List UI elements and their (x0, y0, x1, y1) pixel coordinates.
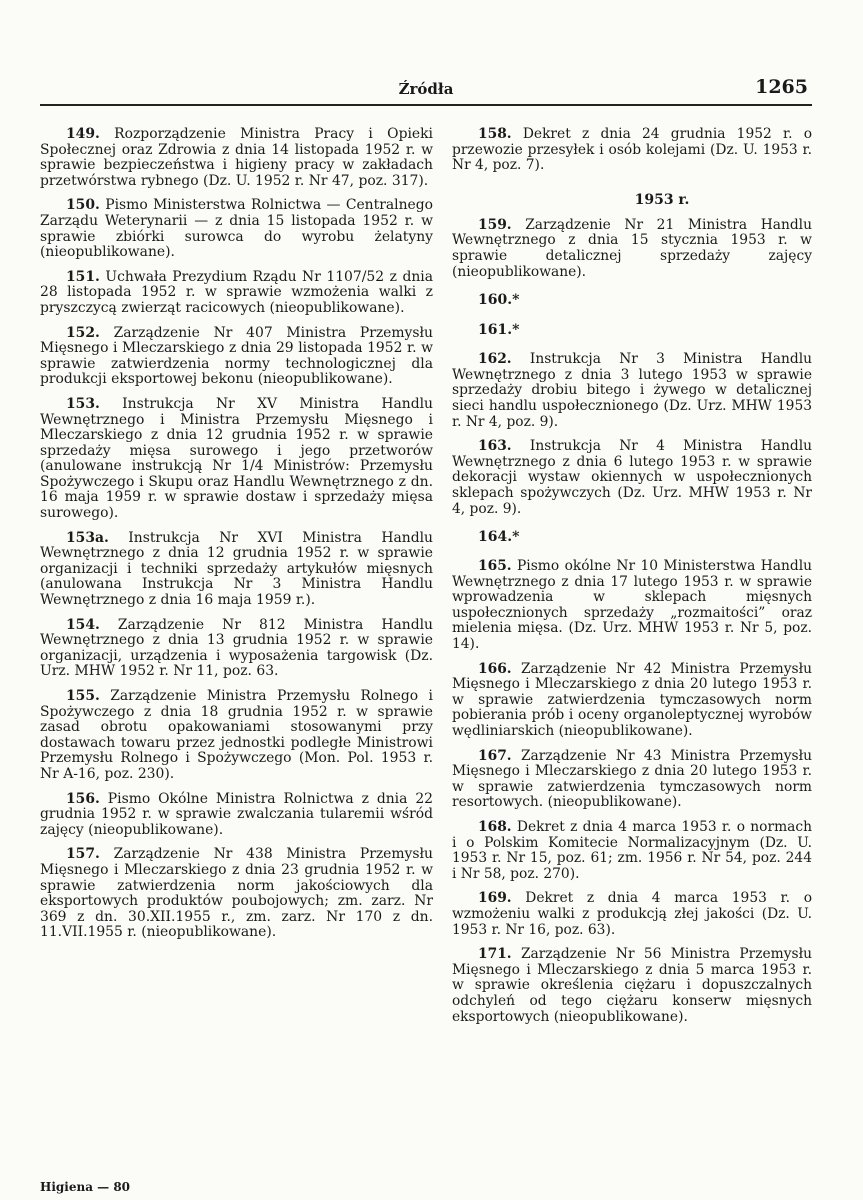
page-number: 1265 (755, 76, 808, 98)
entry-number: 150. (66, 197, 100, 214)
entry-149 (40, 127, 433, 189)
entry-text: Zarządzenie Nr 407 Ministra Przemysłu Mięsnego i Mleczarskiego z dnia 29 listopada 1952 r. w sprawie zatwierdzenia normy technologicznej dla produkcji eksportowej bekonu (nieopublikowane). (40, 324, 433, 388)
entry-156 (40, 792, 433, 839)
entry-text: Rozporządzenie Ministra Pracy i Opieki Społecznej oraz Zdrowia z dnia 14 listopada 1952 r. w sprawie bezpieczeństwa i higieny pracy w zakładach przetwórstwa rybnego (Dz. U. 1952 r. Nr 47, poz. 317). (40, 126, 433, 189)
entry-text: Zarządzenie Nr 438 Ministra Przemysłu Mięsnego i Mleczarskiego z dnia 23 grudnia 1952 r. w sprawie zatwierdzenia norm jakościowych dla eksportowych produktów poubojowych; zm. zarz. Nr 369 z dn. 30.XII.1955 r., zm. zarz. Nr 170 z dn. 11.VII.1955 r. (nieopublikowane). (40, 846, 433, 941)
entry-163 (452, 439, 812, 517)
entry-171 (452, 947, 812, 1025)
entry-text: Zarządzenie Nr 56 Ministra Przemysłu Mięsnego i Mleczarskiego z dnia 5 marca 1953 r. w sprawie określenia ciężaru i dopuszczalnych odchyleń od tego ciężaru konserw mięsnych eksportowych (nieopublikowane). (452, 946, 812, 1025)
entry-text: Zarządzenie Nr 21 Ministra Handlu Wewnętrznego z dnia 15 stycznia 1953 r. w sprawie detalicznej sprzedaży zajęcy (nieopublikowane). (452, 216, 812, 280)
entry-157 (40, 847, 433, 941)
entry-text: Zarządzenie Nr 812 Ministra Handlu Wewnętrznego z dnia 13 grudnia 1952 r. w sprawie organizacji, urządzenia i wyposażenia targowisk (Dz. Urz. MHW 1952 r. Nr 11, poz. 63. (40, 616, 433, 680)
entry-number: 151. (66, 268, 100, 285)
entry-number: 169. (478, 890, 512, 907)
entry-number: 153. (66, 395, 100, 412)
entry-text: Zarządzenie Ministra Przemysłu Rolnego i Spożywczego z dnia 18 grudnia 1952 r. w sprawie zasad obrotu opakowaniami stosowanymi przy dostawach towaru przez jednostki podległe Ministrowi Przemysłu Rolnego i Spożywczego (Mon. Pol. 1953 r. Nr A-16, poz. 230). (40, 688, 433, 782)
entry-text: Instrukcja Nr XV Ministra Handlu Wewnętrznego i Ministra Przemysłu Mięsnego i Mleczarskiego z dnia 12 grudnia 1952 r. w sprawie sprzedaży mięsa surowego i jego przetworów (anulowane instrukcją Nr 1/4 Ministrów: Przemysłu Spożywczego i Skupu oraz Handlu Wewnętrznego z dn. 16 maja 1959 r. w sprawie dostaw i sprzedaży mięsa surowego). (40, 395, 433, 522)
entry-number: 156. (66, 790, 100, 807)
entry-number: 154. (66, 616, 100, 633)
entry-number: 155. (66, 688, 100, 704)
entry-153 (40, 397, 433, 522)
entry-text: Instrukcja Nr 4 Ministra Handlu Wewnętrznego z dnia 6 lutego 1953 r. w sprawie dekoracji wystaw okiennych w uspołecznionych sklepach spożywczych (Dz. Urz. MHW 1953 r. Nr 4, poz. 9). (452, 438, 813, 517)
entry-number: 162. (478, 351, 512, 368)
entry-text: Pismo Okólne Ministra Rolnictwa z dnia 22 grudnia 1952 r. w sprawie zwalczania tularemii wśród zajęcy (nieopublikowane). (40, 790, 433, 838)
entry-number: 166. (478, 660, 512, 677)
year-heading: 1953 r. (634, 191, 690, 208)
entry-165 (452, 559, 812, 653)
entry-164-stub: 164.* (478, 529, 520, 546)
entry-number: 167. (478, 747, 512, 764)
page-footer: Higiena — 80 (40, 1180, 131, 1194)
entry-167 (452, 749, 812, 811)
entry-number: 149. (66, 126, 100, 142)
page-header (40, 78, 812, 106)
entry-number: 152. (66, 324, 100, 341)
entry-text: Pismo Ministerstwa Rolnictwa — Centralnego Zarządu Weterynarii — z dnia 15 listopada 1952 r. w sprawie zbiórki surowca do wyrobu żelatyny (nieopublikowane). (40, 197, 433, 261)
entry-text: Uchwała Prezydium Rządu Nr 1107/52 z dnia 28 listopada 1952 r. w sprawie wzmożenia walki z pryszczycą zwierząt racicowych (nieopublikowane). (40, 268, 434, 316)
entry-161-stub: 161.* (478, 322, 520, 339)
entry-168 (452, 820, 812, 882)
entry-152 (40, 326, 433, 388)
entry-158 (452, 127, 812, 174)
entry-number: 165. (478, 558, 512, 575)
left-column (40, 127, 433, 950)
right-column (452, 127, 812, 1034)
entry-159 (452, 218, 812, 280)
running-title: Źródła (398, 80, 454, 98)
entry-154 (40, 618, 433, 680)
entry-number: 159. (478, 216, 512, 233)
entry-number: 153a. (66, 529, 109, 546)
entry-text: Instrukcja Nr XVI Ministra Handlu Wewnętrznego z dnia 12 grudnia 1952 r. w sprawie organizacji i techniki sprzedaży artykułów mięsnych (anulowana Instrukcja Nr 3 Ministra Handlu Wewnętrznego z dnia 16 maja 1959 r.). (40, 529, 434, 609)
entry-text: Instrukcja Nr 3 Ministra Handlu Wewnętrznego z dnia 3 lutego 1953 w sprawie sprzedaży drobiu bitego i żywego w detalicznej sieci handlu uspołecznionego (Dz. Urz. MHW 1953 r. Nr 4, poz. 9). (452, 351, 813, 430)
entry-150 (40, 198, 433, 260)
entry-169 (452, 891, 812, 938)
entry-text: Zarządzenie Nr 42 Ministra Przemysłu Mięsnego i Mleczarskiego z dnia 20 lutego 1953 r. w sprawie zatwierdzenia tymczasowych norm pobierania prób i oceny organoleptycznej wyrobów wędliniarskich (nieopublikowane). (452, 660, 812, 740)
entry-number: 168. (478, 819, 512, 835)
entry-155 (40, 689, 433, 783)
entry-text: Dekret z dnia 4 marca 1953 r. o normach i o Polskim Komitecie Normalizacyjnym (Dz. U. 1953 r. Nr 15, poz. 61; zm. 1956 r. Nr 54, poz. 244 i Nr 58, poz. 270). (452, 819, 812, 882)
entry-text: Dekret z dnia 4 marca 1953 r. o wzmożeniu walki z produkcją złej jakości (Dz. U. 1953 r. Nr 16, poz. 63). (452, 890, 812, 938)
entry-162 (452, 352, 812, 430)
entry-number: 157. (66, 846, 100, 863)
entry-number: 163. (478, 438, 512, 455)
entry-text: Pismo okólne Nr 10 Ministerstwa Handlu Wewnętrznego z dnia 17 lutego 1953 r. w sprawie wprowadzenia w sklepach mięsnych uspołecznionych sprzedaży „rozmaitości” oraz mielenia mięsa. (Dz. Urz. MHW 1953 r. Nr 5, poz. 14). (452, 558, 812, 653)
entry-text: Zarządzenie Nr 43 Ministra Przemysłu Mięsnego i Mleczarskiego z dnia 20 lutego 1953 r. w sprawie zatwierdzenia tymczasowych norm resortowych. (nieopublikowane). (452, 747, 812, 811)
entry-text: Dekret z dnia 24 grudnia 1952 r. o przewozie przesyłek i osób kolejami (Dz. U. 1953 r. Nr 4, poz. 7). (452, 126, 813, 174)
entry-number: 171. (478, 946, 512, 963)
entry-153a (40, 531, 433, 609)
entry-166 (452, 662, 812, 740)
entry-160-stub: 160.* (478, 292, 520, 309)
entry-151 (40, 270, 433, 317)
entry-number: 158. (478, 126, 512, 142)
